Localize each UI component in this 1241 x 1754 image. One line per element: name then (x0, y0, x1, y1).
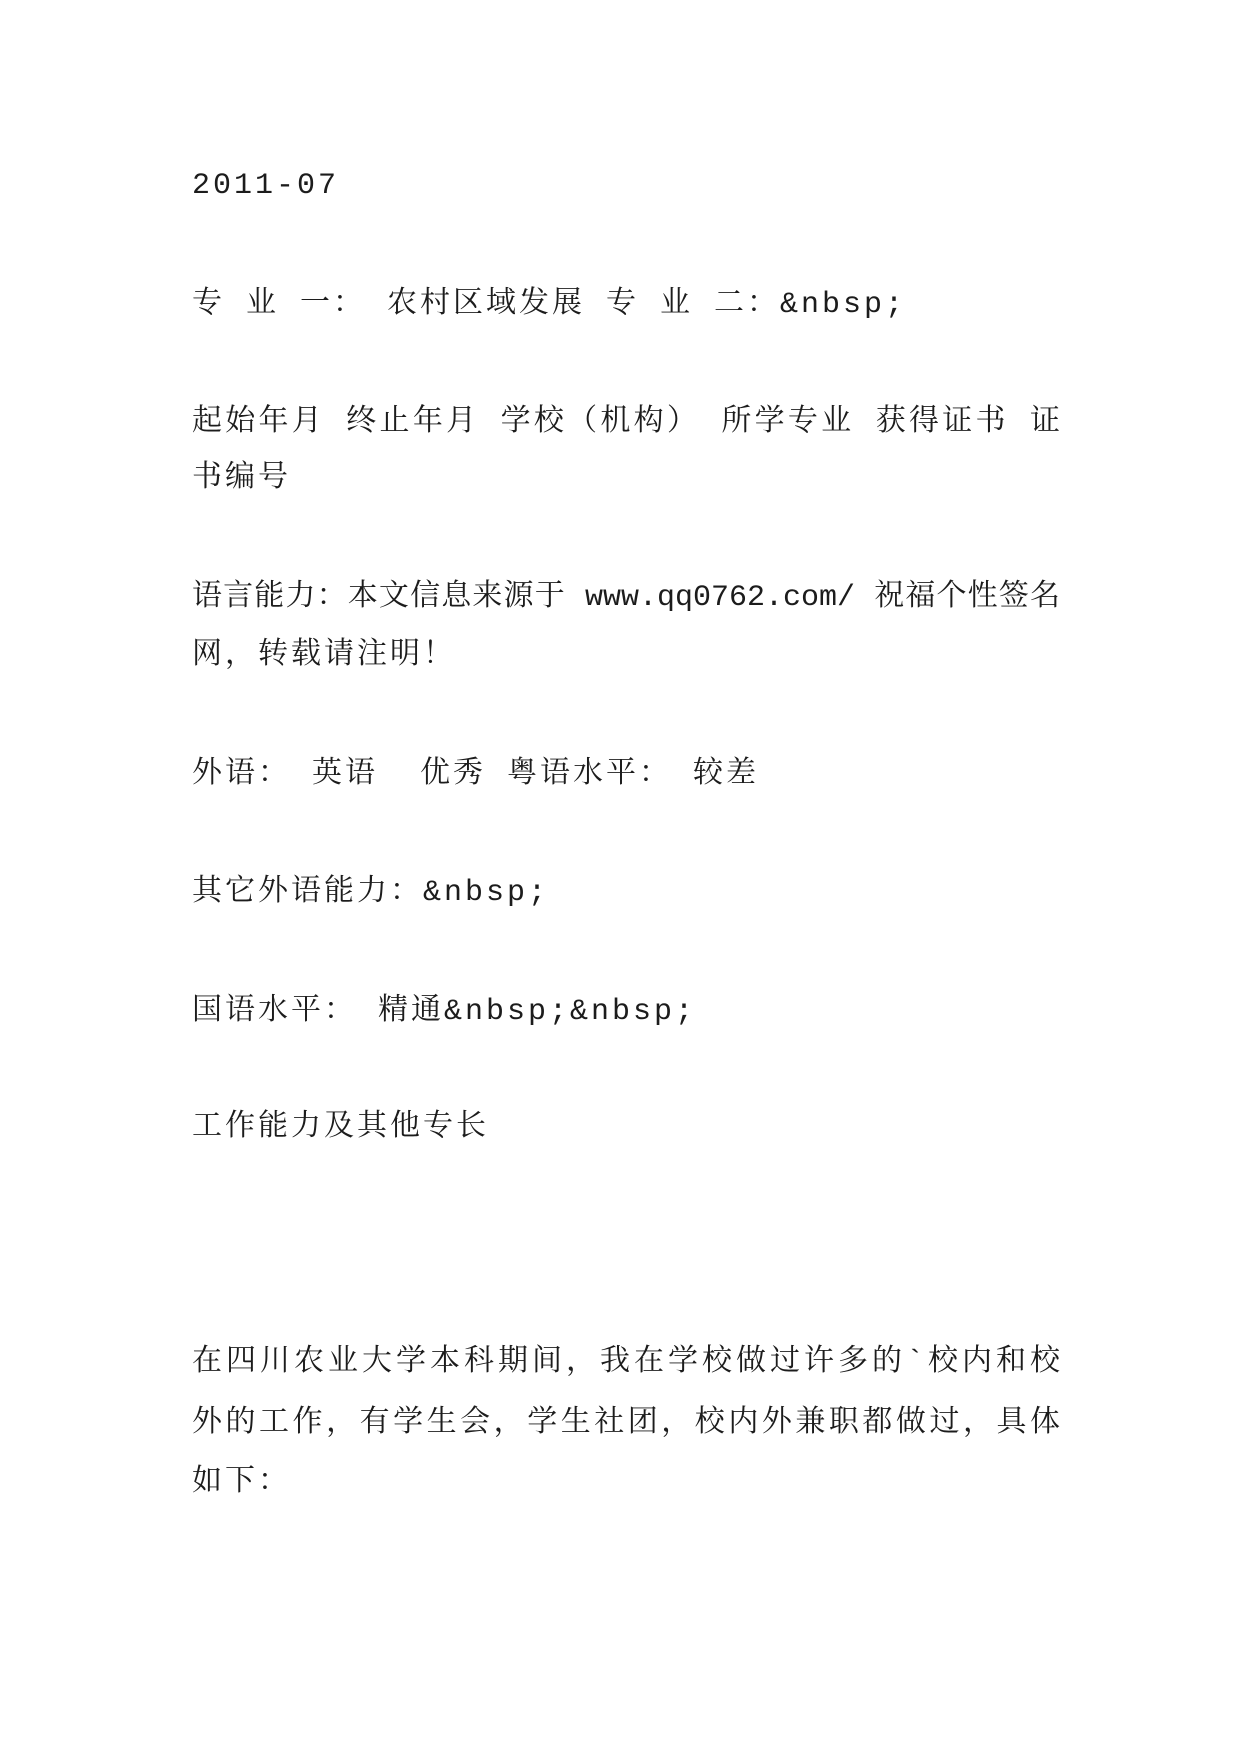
mandarin-line: 国语水平： 精通&nbsp;&nbsp; (192, 995, 697, 1029)
other-languages-line: 其它外语能力：&nbsp; (192, 876, 550, 910)
skills-heading: 工作能力及其他专长 (192, 1111, 489, 1145)
education-header-line: 起始年月 终止年月 学校（机构） 所学专业 获得证书 证 (192, 406, 1060, 440)
majors-line: 专 业 一： 农村区域发展 专 业 二：&nbsp; (192, 288, 907, 322)
experience-line: 如下： (192, 1466, 291, 1500)
date-text: 2011-07 (192, 169, 340, 203)
language-ability-line: 语言能力：本文信息来源于 www.qq0762.com/ 祝福个性签名 (192, 581, 1060, 615)
education-header-line: 书编号 (192, 462, 291, 496)
foreign-language-line: 外语： 英语 优秀 粤语水平： 较差 (192, 758, 760, 792)
language-ability-line: 网，转载请注明！ (192, 639, 456, 673)
experience-line: 在四川农业大学本科期间，我在学校做过许多的`校内和校 (192, 1346, 1060, 1380)
experience-line: 外的工作，有学生会，学生社团，校内外兼职都做过，具体 (192, 1407, 1060, 1441)
